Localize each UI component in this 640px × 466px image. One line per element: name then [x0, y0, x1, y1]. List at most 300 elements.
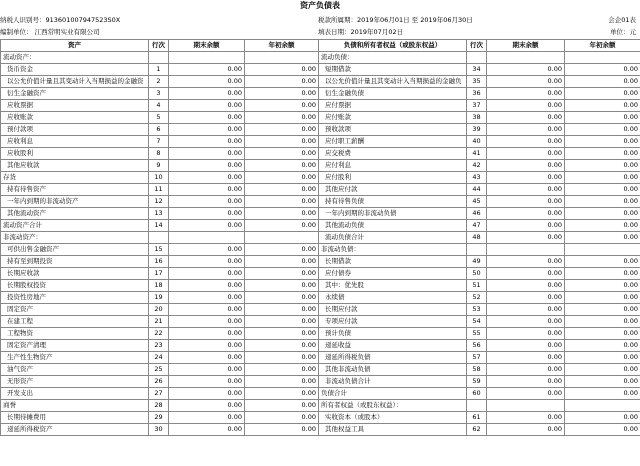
asset-line-no: 18	[149, 280, 169, 292]
liability-line-no: 60	[467, 388, 487, 400]
table-row	[1, 148, 640, 160]
liability-end-balance: 0.00	[487, 412, 565, 424]
asset-name: 以公允价值计量且其变动计入当期损益的金融资	[1, 76, 149, 88]
asset-end-balance: 0.00	[169, 64, 245, 76]
liability-line-no: 41	[467, 148, 487, 160]
asset-line-no: 4	[149, 100, 169, 112]
asset-end-balance: 0.00	[169, 220, 245, 232]
fill-date: 填表日期：2019年07月02日	[318, 28, 404, 36]
liability-begin-balance: 0.00	[565, 256, 640, 268]
table-row	[1, 76, 640, 88]
asset-name: 流动资产：	[1, 52, 149, 64]
asset-begin-balance: 0.00	[245, 136, 319, 148]
table-row	[1, 244, 640, 256]
asset-name: 固定资产清理	[1, 340, 149, 352]
liability-begin-balance: 0.00	[565, 268, 640, 280]
asset-line-no: 5	[149, 112, 169, 124]
asset-name: 应收利息	[1, 136, 149, 148]
asset-name: 长期股权投资	[1, 280, 149, 292]
table-row	[1, 196, 640, 208]
liability-name: 长期应付款	[319, 304, 467, 316]
liability-name: 专项应付款	[319, 316, 467, 328]
asset-begin-balance: 0.00	[245, 412, 319, 424]
asset-name: 存货	[1, 172, 149, 184]
table-row	[1, 412, 640, 424]
asset-name: 应收股利	[1, 148, 149, 160]
liability-name: 应付职工薪酬	[319, 136, 467, 148]
unit-name: 编制单位： 江西常明实业有限公司	[0, 28, 100, 36]
asset-name: 一年内到期的非流动资产	[1, 196, 149, 208]
asset-begin-balance: 0.00	[245, 256, 319, 268]
liability-end-balance: 0.00	[487, 292, 565, 304]
liability-name: 应交税费	[319, 148, 467, 160]
asset-begin-balance: 0.00	[245, 184, 319, 196]
asset-line-no	[149, 52, 169, 64]
liability-name: 持有待售负债	[319, 196, 467, 208]
asset-end-balance: 0.00	[169, 112, 245, 124]
liability-end-balance: 0.00	[487, 196, 565, 208]
asset-end-balance: 0.00	[169, 364, 245, 376]
liability-line-no: 44	[467, 184, 487, 196]
table-row	[1, 172, 640, 184]
liability-end-balance: 0.00	[487, 88, 565, 100]
asset-begin-balance: 0.00	[245, 88, 319, 100]
asset-begin-balance: 0.00	[245, 124, 319, 136]
liability-line-no: 54	[467, 316, 487, 328]
asset-end-balance: 0.00	[169, 400, 245, 412]
table-row	[1, 52, 640, 64]
asset-end-balance: 0.00	[169, 412, 245, 424]
liability-name: 预收款项	[319, 124, 467, 136]
liability-line-no: 38	[467, 112, 487, 124]
liability-end-balance: 0.00	[487, 268, 565, 280]
sheet-title: 资产负债表	[300, 1, 340, 10]
liability-begin-balance: 0.00	[565, 184, 640, 196]
liability-end-balance: 0.00	[487, 172, 565, 184]
asset-end-balance: 0.00	[169, 76, 245, 88]
liability-name: 流动负债合计	[319, 232, 467, 244]
asset-begin-balance: 0.00	[245, 208, 319, 220]
liability-begin-balance: 0.00	[565, 280, 640, 292]
asset-line-no: 19	[149, 292, 169, 304]
liability-line-no: 42	[467, 160, 487, 172]
asset-line-no: 15	[149, 244, 169, 256]
liability-name: 应付利息	[319, 160, 467, 172]
liability-name: 其他权益工具	[319, 424, 467, 436]
liability-begin-balance: 0.00	[565, 304, 640, 316]
liability-name: 短期借款	[319, 64, 467, 76]
asset-line-no: 26	[149, 376, 169, 388]
asset-begin-balance: 0.00	[245, 76, 319, 88]
liability-line-no: 53	[467, 304, 487, 316]
liability-line-no: 55	[467, 328, 487, 340]
liability-line-no: 46	[467, 208, 487, 220]
asset-begin-balance: 0.00	[245, 340, 319, 352]
asset-begin-balance: 0.00	[245, 388, 319, 400]
asset-line-no: 14	[149, 220, 169, 232]
asset-end-balance: 0.00	[169, 316, 245, 328]
liability-line-no: 40	[467, 136, 487, 148]
liability-name: 预计负债	[319, 328, 467, 340]
asset-begin-balance: 0.00	[245, 304, 319, 316]
liability-end-balance: 0.00	[487, 208, 565, 220]
liability-begin-balance: 0.00	[565, 412, 640, 424]
asset-name: 应收票据	[1, 100, 149, 112]
liability-end-balance: 0.00	[487, 256, 565, 268]
balance-table	[0, 39, 640, 436]
asset-end-balance: 0.00	[169, 124, 245, 136]
asset-end-balance: 0.00	[169, 388, 245, 400]
liability-name: 衍生金融负债	[319, 88, 467, 100]
asset-begin-balance: 0.00	[245, 316, 319, 328]
asset-line-no: 11	[149, 184, 169, 196]
liability-line-no: 35	[467, 76, 487, 88]
liability-begin-balance: 0.00	[565, 88, 640, 100]
asset-name: 在建工程	[1, 316, 149, 328]
header-begin-balance: 年初余额	[245, 40, 319, 52]
table-row	[1, 280, 640, 292]
asset-name: 其他应收款	[1, 160, 149, 172]
asset-name: 长期应收款	[1, 268, 149, 280]
liability-line-no: 52	[467, 292, 487, 304]
asset-end-balance: 0.00	[169, 100, 245, 112]
table-row	[1, 208, 640, 220]
liability-line-no: 61	[467, 412, 487, 424]
table-row	[1, 112, 640, 124]
asset-name: 固定资产	[1, 304, 149, 316]
asset-line-no: 24	[149, 352, 169, 364]
liability-line-no: 50	[467, 268, 487, 280]
liability-name: 一年内到期的非流动负债	[319, 208, 467, 220]
liability-name: 其他应付款	[319, 184, 467, 196]
liability-name: 递延收益	[319, 340, 467, 352]
asset-begin-balance: 0.00	[245, 328, 319, 340]
info-row-2	[0, 26, 640, 38]
liability-name: 应付股利	[319, 172, 467, 184]
asset-line-no: 16	[149, 256, 169, 268]
liability-end-balance: 0.00	[487, 364, 565, 376]
liability-end-balance: 0.00	[487, 352, 565, 364]
asset-begin-balance	[245, 232, 319, 244]
liability-name: 长期借款	[319, 256, 467, 268]
liability-end-balance: 0.00	[487, 136, 565, 148]
table-row	[1, 316, 640, 328]
table-row	[1, 160, 640, 172]
asset-begin-balance: 0.00	[245, 64, 319, 76]
liability-end-balance: 0.00	[487, 184, 565, 196]
tax-period: 税款所属期：2019年06月01日 至 2019年06月30日	[318, 16, 473, 24]
asset-line-no: 29	[149, 412, 169, 424]
header-line-no: 行次	[149, 40, 169, 52]
table-row	[1, 268, 640, 280]
sheet-number: 会企01表	[608, 16, 636, 24]
liability-line-no: 56	[467, 340, 487, 352]
liability-name: 非流动负债：	[319, 244, 467, 256]
liability-line-no	[467, 400, 487, 412]
liability-line-no: 59	[467, 376, 487, 388]
liability-end-balance: 0.00	[487, 280, 565, 292]
liability-line-no: 45	[467, 196, 487, 208]
table-row	[1, 400, 640, 412]
liability-begin-balance: 0.00	[565, 64, 640, 76]
asset-name: 生产性生物资产	[1, 352, 149, 364]
asset-name: 应收账款	[1, 112, 149, 124]
asset-end-balance: 0.00	[169, 172, 245, 184]
asset-line-no: 27	[149, 388, 169, 400]
asset-end-balance: 0.00	[169, 340, 245, 352]
table-row	[1, 220, 640, 232]
asset-line-no: 28	[149, 400, 169, 412]
asset-end-balance: 0.00	[169, 208, 245, 220]
asset-line-no: 12	[149, 196, 169, 208]
header-begin-balance-2: 年初余额	[565, 40, 640, 52]
asset-end-balance: 0.00	[169, 328, 245, 340]
liability-name: 其他非流动负债	[319, 364, 467, 376]
liability-end-balance: 0.00	[487, 148, 565, 160]
liability-begin-balance: 0.00	[565, 136, 640, 148]
liability-name: 其他流动负债	[319, 220, 467, 232]
asset-name: 递延所得税资产	[1, 424, 149, 436]
asset-name: 工程物资	[1, 328, 149, 340]
liability-name: 递延所得税负债	[319, 352, 467, 364]
liability-name: 流动负债：	[319, 52, 467, 64]
table-row	[1, 292, 640, 304]
table-row	[1, 184, 640, 196]
asset-line-no: 25	[149, 364, 169, 376]
asset-end-balance: 0.00	[169, 160, 245, 172]
liability-line-no: 36	[467, 88, 487, 100]
liability-begin-balance: 0.00	[565, 208, 640, 220]
asset-end-balance: 0.00	[169, 196, 245, 208]
table-row	[1, 376, 640, 388]
asset-begin-balance: 0.00	[245, 268, 319, 280]
asset-line-no: 21	[149, 316, 169, 328]
asset-end-balance: 0.00	[169, 292, 245, 304]
asset-begin-balance: 0.00	[245, 400, 319, 412]
liability-name: 所有者权益（或股东权益）：	[319, 400, 467, 412]
asset-line-no: 23	[149, 340, 169, 352]
asset-begin-balance: 0.00	[245, 352, 319, 364]
liability-line-no: 47	[467, 220, 487, 232]
liability-end-balance: 0.00	[487, 160, 565, 172]
liability-name: 永续债	[319, 292, 467, 304]
liability-line-no: 51	[467, 280, 487, 292]
asset-name: 持有待售资产	[1, 184, 149, 196]
asset-line-no: 1	[149, 64, 169, 76]
liability-end-balance: 0.00	[487, 316, 565, 328]
liability-line-no	[467, 52, 487, 64]
asset-begin-balance: 0.00	[245, 280, 319, 292]
liability-name: 应付债券	[319, 268, 467, 280]
asset-begin-balance: 0.00	[245, 244, 319, 256]
asset-line-no: 13	[149, 208, 169, 220]
asset-begin-balance: 0.00	[245, 292, 319, 304]
asset-begin-balance: 0.00	[245, 196, 319, 208]
asset-begin-balance: 0.00	[245, 100, 319, 112]
asset-name: 商誉	[1, 400, 149, 412]
table-row	[1, 232, 640, 244]
liability-name: 实收资本（或股本）	[319, 412, 467, 424]
liability-begin-balance: 0.00	[565, 112, 640, 124]
asset-line-no: 22	[149, 328, 169, 340]
liability-begin-balance: 0.00	[565, 100, 640, 112]
asset-line-no: 9	[149, 160, 169, 172]
asset-begin-balance: 0.00	[245, 160, 319, 172]
table-header	[1, 40, 640, 52]
asset-line-no: 20	[149, 304, 169, 316]
liability-end-balance: 0.00	[487, 304, 565, 316]
asset-end-balance: 0.00	[169, 184, 245, 196]
asset-name: 投资性房地产	[1, 292, 149, 304]
table-row	[1, 100, 640, 112]
liability-end-balance: 0.00	[487, 100, 565, 112]
liability-line-no: 58	[467, 364, 487, 376]
liability-begin-balance: 0.00	[565, 172, 640, 184]
asset-end-balance: 0.00	[169, 280, 245, 292]
liability-line-no: 39	[467, 124, 487, 136]
asset-name: 预付款项	[1, 124, 149, 136]
header-assets: 资产	[1, 40, 149, 52]
asset-begin-balance: 0.00	[245, 220, 319, 232]
asset-line-no: 10	[149, 172, 169, 184]
asset-begin-balance: 0.00	[245, 148, 319, 160]
liability-begin-balance: 0.00	[565, 352, 640, 364]
asset-line-no: 2	[149, 76, 169, 88]
liability-end-balance: 0.00	[487, 232, 565, 244]
header-end-balance: 期末余额	[169, 40, 245, 52]
asset-end-balance: 0.00	[169, 88, 245, 100]
liability-line-no: 48	[467, 232, 487, 244]
asset-end-balance: 0.00	[169, 256, 245, 268]
asset-end-balance: 0.00	[169, 304, 245, 316]
asset-name: 无形资产	[1, 376, 149, 388]
header-liabilities: 负债和所有者权益（或股东权益）	[319, 40, 467, 52]
asset-name: 开发支出	[1, 388, 149, 400]
liability-begin-balance: 0.00	[565, 160, 640, 172]
table-row	[1, 328, 640, 340]
table-row	[1, 424, 640, 436]
liability-end-balance: 0.00	[487, 220, 565, 232]
asset-end-balance: 0.00	[169, 136, 245, 148]
table-row	[1, 124, 640, 136]
asset-line-no: 8	[149, 148, 169, 160]
liability-end-balance	[487, 52, 565, 64]
liability-end-balance: 0.00	[487, 124, 565, 136]
asset-end-balance: 0.00	[169, 376, 245, 388]
liability-end-balance	[487, 244, 565, 256]
liability-name: 以公允价值计量且其变动计入当期损益的金融负	[319, 76, 467, 88]
liability-begin-balance: 0.00	[565, 196, 640, 208]
liability-begin-balance: 0.00	[565, 232, 640, 244]
asset-name: 其他流动资产	[1, 208, 149, 220]
liability-end-balance: 0.00	[487, 340, 565, 352]
liability-line-no	[467, 244, 487, 256]
asset-name: 持有至到期投资	[1, 256, 149, 268]
asset-end-balance: 0.00	[169, 244, 245, 256]
header-line-no-2: 行次	[467, 40, 487, 52]
table-row	[1, 340, 640, 352]
liability-begin-balance: 0.00	[565, 388, 640, 400]
liability-line-no: 34	[467, 64, 487, 76]
table-row	[1, 88, 640, 100]
asset-begin-balance: 0.00	[245, 376, 319, 388]
asset-line-no: 30	[149, 424, 169, 436]
liability-end-balance: 0.00	[487, 64, 565, 76]
liability-end-balance: 0.00	[487, 376, 565, 388]
asset-name: 衍生金融资产	[1, 88, 149, 100]
asset-line-no: 6	[149, 124, 169, 136]
liability-name: 其中：优先股	[319, 280, 467, 292]
table-row	[1, 352, 640, 364]
asset-name: 长期待摊费用	[1, 412, 149, 424]
liability-line-no: 62	[467, 424, 487, 436]
asset-line-no: 7	[149, 136, 169, 148]
liability-name: 非流动负债合计	[319, 376, 467, 388]
liability-begin-balance: 0.00	[565, 76, 640, 88]
asset-end-balance: 0.00	[169, 424, 245, 436]
liability-end-balance	[487, 400, 565, 412]
asset-end-balance	[169, 232, 245, 244]
asset-begin-balance: 0.00	[245, 424, 319, 436]
asset-begin-balance: 0.00	[245, 112, 319, 124]
asset-line-no	[149, 232, 169, 244]
asset-end-balance	[169, 52, 245, 64]
asset-name: 非流动资产：	[1, 232, 149, 244]
taxpayer-id: 纳税人识别号：913601007947523S0X	[0, 16, 121, 24]
liability-begin-balance: 0.00	[565, 340, 640, 352]
asset-end-balance: 0.00	[169, 268, 245, 280]
liability-name: 应付账款	[319, 112, 467, 124]
liability-end-balance: 0.00	[487, 112, 565, 124]
liability-begin-balance: 0.00	[565, 148, 640, 160]
liability-line-no: 57	[467, 352, 487, 364]
liability-begin-balance: 0.00	[565, 220, 640, 232]
liability-begin-balance: 0.00	[565, 292, 640, 304]
info-row-1	[0, 14, 640, 26]
table-row	[1, 256, 640, 268]
asset-name: 可供出售金融资产	[1, 244, 149, 256]
liability-begin-balance	[565, 400, 640, 412]
liability-name: 负债合计	[319, 388, 467, 400]
liability-end-balance: 0.00	[487, 424, 565, 436]
liability-end-balance: 0.00	[487, 76, 565, 88]
asset-name: 流动资产合计	[1, 220, 149, 232]
asset-line-no: 3	[149, 88, 169, 100]
liability-begin-balance: 0.00	[565, 424, 640, 436]
header-end-balance-2: 期末余额	[487, 40, 565, 52]
asset-name: 货币资金	[1, 64, 149, 76]
table-row	[1, 304, 640, 316]
liability-begin-balance	[565, 52, 640, 64]
asset-end-balance: 0.00	[169, 352, 245, 364]
currency-unit: 单位：元	[610, 28, 636, 36]
liability-line-no: 49	[467, 256, 487, 268]
liability-name: 应付票据	[319, 100, 467, 112]
asset-end-balance: 0.00	[169, 148, 245, 160]
asset-line-no: 17	[149, 268, 169, 280]
table-row	[1, 136, 640, 148]
liability-begin-balance: 0.00	[565, 376, 640, 388]
liability-begin-balance: 0.00	[565, 124, 640, 136]
liability-begin-balance: 0.00	[565, 316, 640, 328]
liability-begin-balance	[565, 244, 640, 256]
table-row	[1, 64, 640, 76]
liability-line-no: 43	[467, 172, 487, 184]
liability-begin-balance: 0.00	[565, 328, 640, 340]
asset-begin-balance: 0.00	[245, 364, 319, 376]
asset-begin-balance	[245, 52, 319, 64]
liability-end-balance: 0.00	[487, 388, 565, 400]
